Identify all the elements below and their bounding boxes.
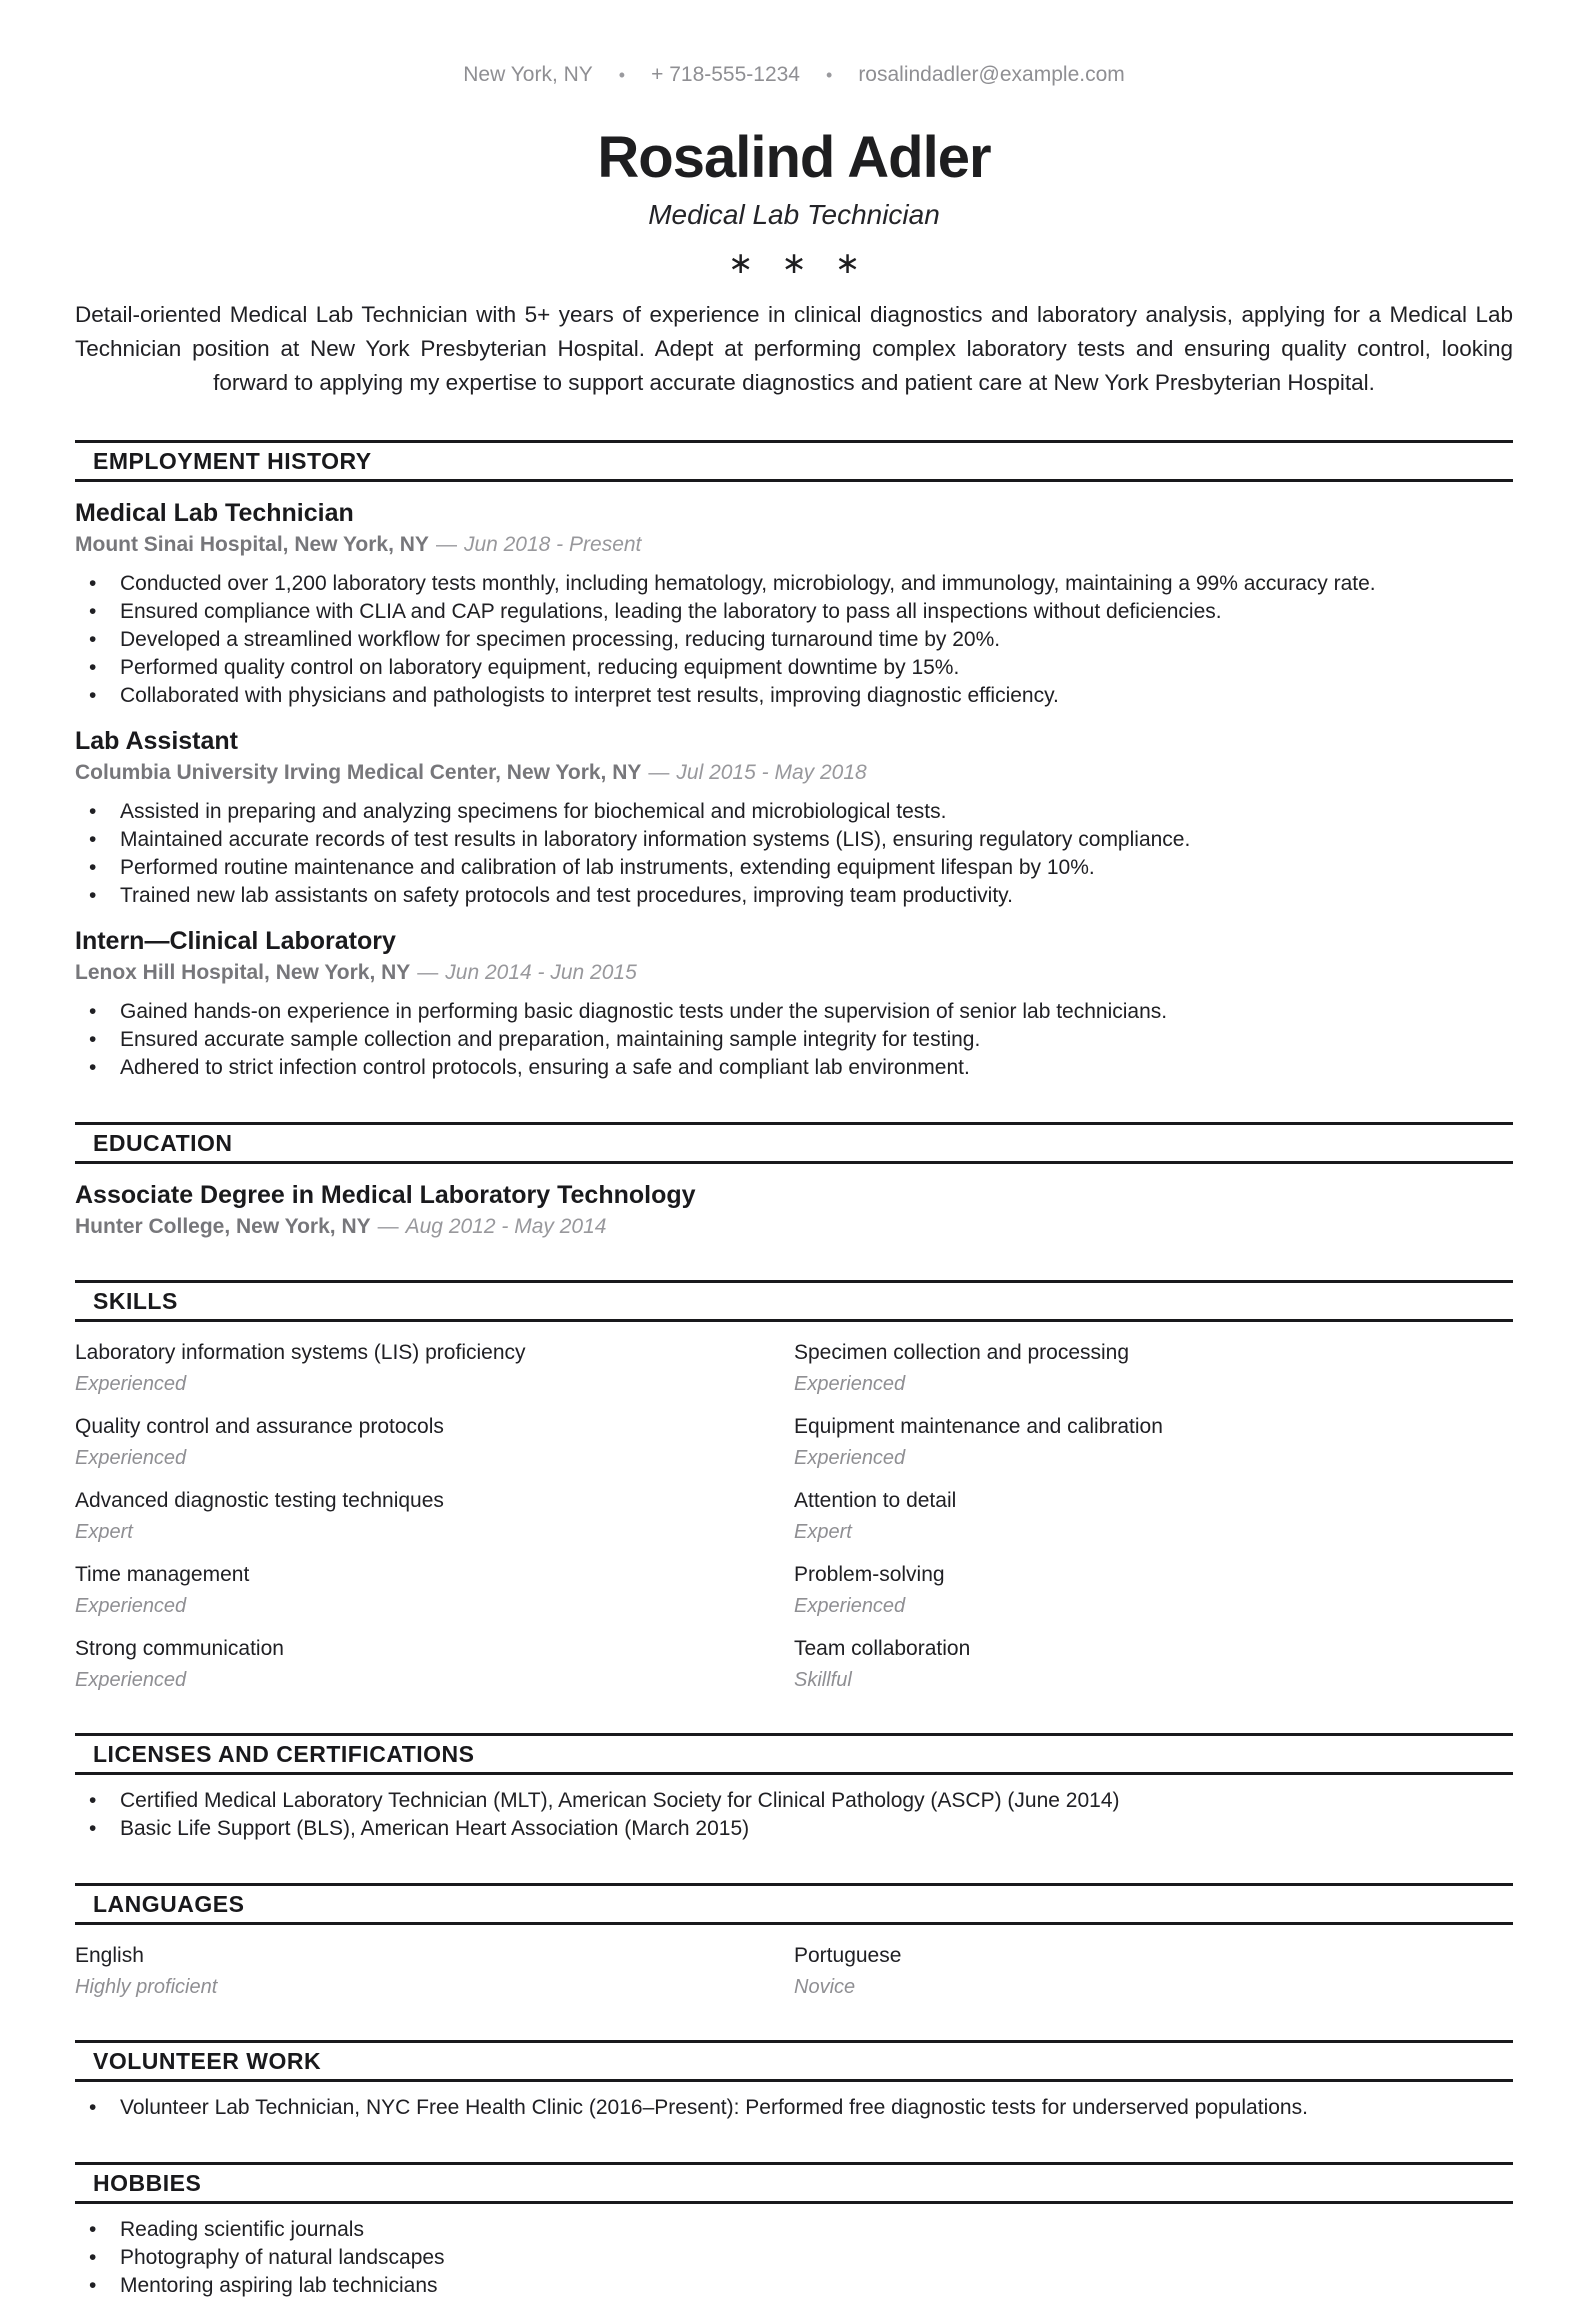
skill-name: Problem-solving	[794, 1563, 945, 1586]
skill-item	[75, 1488, 794, 1545]
job-meta	[75, 960, 1513, 986]
skill-item	[75, 1340, 794, 1397]
section-header	[75, 440, 1513, 482]
job-entry	[75, 926, 1513, 1082]
section-header	[75, 1733, 1513, 1775]
skill-item	[794, 1488, 1513, 1545]
skill-item	[75, 1562, 794, 1619]
job-bullet-list	[75, 570, 1513, 710]
meta-dash: —	[417, 961, 439, 984]
meta-dash: —	[648, 761, 670, 784]
job-title: Intern—Clinical Laboratory	[75, 927, 396, 955]
asterisk-ornament: ∗ ∗ ∗	[727, 247, 871, 280]
skill-name: Team collaboration	[794, 1637, 971, 1660]
language-level: Novice	[794, 1976, 856, 1998]
skill-level: Experienced	[75, 1447, 187, 1469]
language-name: Portuguese	[794, 1944, 902, 1967]
skill-level: Expert	[794, 1521, 852, 1543]
job-title: Medical Lab Technician	[75, 499, 354, 527]
section-header	[75, 1122, 1513, 1164]
list-item: • Gained hands-on experience in performing basic diagnostic tests under the supervision of senior lab technicians.	[75, 998, 1513, 1026]
skill-name: Time management	[75, 1563, 250, 1586]
section-employment	[75, 440, 1513, 1082]
summary-paragraph: Detail-oriented Medical Lab Technician with 5+ years of experience in clinical diagnostics and laboratory analysis, applying for a Medical Lab Technician position at New York Presbyterian Hospital. Adept at performing complex laboratory tests and ensuring quality control, looking forward to applying my expertise to support accurate diagnostics and patient care at New York Presbyterian Hospital.	[75, 302, 1513, 395]
meta-dash: —	[377, 1215, 399, 1238]
list-item: • Assisted in preparing and analyzing specimens for biochemical and microbiological tests.	[75, 798, 1513, 826]
section-licenses	[75, 1733, 1513, 1843]
list-item: • Maintained accurate records of test results in laboratory information systems (LIS), ensuring regulatory compliance.	[75, 826, 1513, 854]
skill-item	[75, 1414, 794, 1471]
section-heading: LANGUAGES	[93, 1891, 245, 1917]
job-entry	[75, 498, 1513, 710]
skill-level: Skillful	[794, 1669, 852, 1691]
skill-name: Laboratory information systems (LIS) proficiency	[75, 1341, 526, 1364]
skill-item	[794, 1340, 1513, 1397]
list-item: • Performed routine maintenance and calibration of lab instruments, extending equipment lifespan by 10%.	[75, 854, 1513, 882]
list-item: • Basic Life Support (BLS), American Heart Association (March 2015)	[75, 1815, 1513, 1843]
skill-level: Expert	[75, 1521, 133, 1543]
list-item: • Reading scientific journals	[75, 2216, 1513, 2244]
skill-name: Attention to detail	[794, 1489, 957, 1512]
education-meta	[75, 1214, 1513, 1240]
list-item: • Photography of natural landscapes	[75, 2244, 1513, 2272]
contact-email: rosalindadler@example.com	[858, 63, 1125, 86]
job-bullet-list	[75, 998, 1513, 1082]
skill-item	[794, 1414, 1513, 1471]
list-item: • Developed a streamlined workflow for specimen processing, reducing turnaround time by 20%.	[75, 626, 1513, 654]
languages-grid	[75, 1943, 1513, 2000]
contact-separator-icon: •	[826, 65, 833, 85]
section-heading: LICENSES AND CERTIFICATIONS	[93, 1741, 475, 1767]
section-education	[75, 1122, 1513, 1240]
job-meta	[75, 532, 1513, 558]
skill-item	[794, 1636, 1513, 1693]
education-organization: Hunter College, New York, NY	[75, 1215, 371, 1238]
section-hobbies	[75, 2162, 1513, 2300]
language-name: English	[75, 1944, 144, 1967]
job-organization: Lenox Hill Hospital, New York, NY	[75, 961, 411, 984]
section-heading: SKILLS	[93, 1288, 178, 1314]
list-item: • Adhered to strict infection control protocols, ensuring a safe and compliant lab environment.	[75, 1054, 1513, 1082]
section-volunteer	[75, 2040, 1513, 2122]
skill-name: Specimen collection and processing	[794, 1341, 1130, 1364]
job-meta	[75, 760, 1513, 786]
skill-level: Experienced	[794, 1373, 906, 1395]
skill-level: Experienced	[75, 1373, 187, 1395]
list-item: • Performed quality control on laboratory equipment, reducing equipment downtime by 15%.	[75, 654, 1513, 682]
job-title: Lab Assistant	[75, 727, 239, 755]
section-heading: HOBBIES	[93, 2170, 202, 2196]
skill-name: Advanced diagnostic testing techniques	[75, 1489, 444, 1512]
skill-name: Equipment maintenance and calibration	[794, 1415, 1163, 1438]
skill-item	[794, 1562, 1513, 1619]
job-organization: Mount Sinai Hospital, New York, NY	[75, 533, 429, 556]
degree-title: Associate Degree in Medical Laboratory Technology	[75, 1181, 696, 1209]
list-item: • Conducted over 1,200 laboratory tests monthly, including hematology, microbiology, and immunology, maintaining a 99% accuracy rate.	[75, 570, 1513, 598]
job-dates: Jun 2014 - Jun 2015	[445, 961, 637, 984]
job-dates: Jun 2018 - Present	[463, 533, 642, 556]
job-dates: Jul 2015 - May 2018	[676, 761, 867, 784]
contact-line	[75, 62, 1513, 88]
list-item: • Volunteer Lab Technician, NYC Free Health Clinic (2016–Present): Performed free diagnostic tests for underserved populations.	[75, 2094, 1513, 2122]
section-languages	[75, 1883, 1513, 2000]
list-item: • Ensured compliance with CLIA and CAP regulations, leading the laboratory to pass all inspections without deficiencies.	[75, 598, 1513, 626]
job-organization: Columbia University Irving Medical Center, New York, NY	[75, 761, 642, 784]
meta-dash: —	[435, 533, 457, 556]
education-dates: Aug 2012 - May 2014	[405, 1215, 607, 1238]
list-item: • Collaborated with physicians and pathologists to interpret test results, improving diagnostic efficiency.	[75, 682, 1513, 710]
skill-name: Quality control and assurance protocols	[75, 1415, 444, 1438]
section-header	[75, 2040, 1513, 2082]
skill-level: Experienced	[75, 1669, 187, 1691]
skill-item	[75, 1636, 794, 1693]
language-level: Highly proficient	[75, 1976, 218, 1998]
language-item	[794, 1943, 1513, 2000]
skill-level: Experienced	[75, 1595, 187, 1617]
skills-grid	[75, 1340, 1513, 1693]
person-name: Rosalind Adler	[597, 125, 991, 190]
skill-level: Experienced	[794, 1447, 906, 1469]
contact-phone: + 718-555-1234	[651, 63, 800, 86]
person-job-title: Medical Lab Technician	[648, 199, 940, 230]
section-header	[75, 2162, 1513, 2204]
job-bullet-list	[75, 798, 1513, 910]
section-skills	[75, 1280, 1513, 1693]
skill-level: Experienced	[794, 1595, 906, 1617]
section-heading: EDUCATION	[93, 1130, 233, 1156]
list-item: • Certified Medical Laboratory Technician (MLT), American Society for Clinical Pathology (ASCP) (June 2014)	[75, 1787, 1513, 1815]
list-item: • Mentoring aspiring lab technicians	[75, 2272, 1513, 2300]
skill-name: Strong communication	[75, 1637, 284, 1660]
contact-separator-icon: •	[618, 65, 626, 85]
section-header	[75, 1883, 1513, 1925]
hobby-list	[75, 2216, 1513, 2300]
list-item: • Ensured accurate sample collection and preparation, maintaining sample integrity for testing.	[75, 1026, 1513, 1054]
list-item: • Trained new lab assistants on safety protocols and test procedures, improving team productivity.	[75, 882, 1513, 910]
section-heading: VOLUNTEER WORK	[93, 2048, 322, 2074]
section-heading: EMPLOYMENT HISTORY	[93, 448, 372, 474]
volunteer-list	[75, 2094, 1513, 2122]
contact-location: New York, NY	[463, 63, 593, 86]
license-list	[75, 1787, 1513, 1843]
section-header	[75, 1280, 1513, 1322]
job-entry	[75, 726, 1513, 910]
language-item	[75, 1943, 794, 2000]
